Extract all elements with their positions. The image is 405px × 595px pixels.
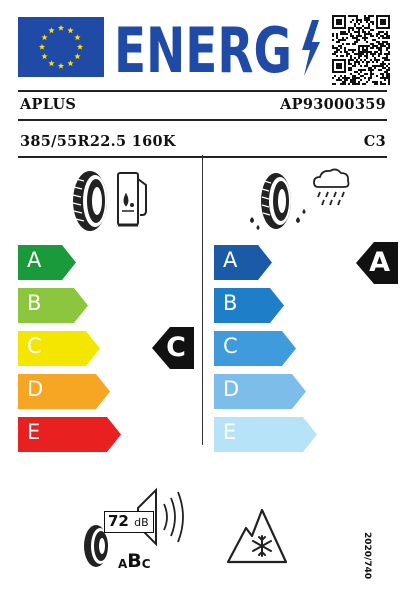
fuel-efficiency-scale-label-c: C [27, 334, 42, 358]
noise-class-c: C [141, 557, 151, 571]
fuel-efficiency-scale-bar-e [18, 417, 121, 452]
tyre-class: C3 [363, 133, 386, 150]
wet-grip-scale-bar-c [214, 331, 296, 366]
wet-grip-scale-bar-b [214, 288, 284, 323]
wet-grip-scale-bar-e [214, 417, 317, 452]
three-peak-mountain-snowflake-icon [226, 506, 288, 564]
vertical-divider [202, 155, 203, 445]
wet-grip-scale-label-a: A [223, 248, 238, 272]
rain-cloud-icon [314, 169, 349, 205]
fuel-efficiency-scale-label-d: D [27, 377, 44, 401]
header-rule [18, 90, 387, 92]
energy-word: ENERG [114, 14, 292, 87]
wet-grip-icon [246, 165, 356, 235]
noise-value: 72 [108, 512, 129, 530]
fuel-efficiency-icon [62, 165, 158, 235]
fuel-efficiency-scale-bar-a [18, 245, 76, 280]
wet-grip-scale-bar-d [214, 374, 306, 409]
fuel-efficiency-scale-label-b: B [27, 291, 42, 315]
fuel-efficiency-scale-bar-b [18, 288, 88, 323]
energy-logo [112, 14, 324, 87]
noise-class-a: A [118, 557, 128, 571]
wet-grip-scale-label-b: B [223, 291, 238, 315]
model-identifier: AP93000359 [280, 96, 386, 113]
noise-unit: dB [134, 516, 149, 529]
regulation-number: 2020/740 [362, 532, 372, 580]
tyre-icon [250, 173, 306, 230]
eu-flag-icon [18, 17, 104, 77]
tyre-icon [73, 171, 107, 231]
noise-class [118, 550, 151, 572]
fuel-efficiency-rating-label: C [166, 332, 186, 363]
fuel-efficiency-scale-label-a: A [27, 248, 42, 272]
supplier-rule [18, 119, 387, 121]
lightning-icon [302, 20, 320, 76]
fuel-efficiency-scale-bar-d [18, 374, 110, 409]
noise-class-b: B [127, 550, 142, 572]
fuel-efficiency-scale-bar-c [18, 331, 100, 366]
wet-grip-scale-label-d: D [223, 377, 240, 401]
fuel-efficiency-scale-label-e: E [27, 420, 41, 444]
wet-grip-rating-label: A [369, 247, 390, 278]
fuel-efficiency-rating [152, 327, 194, 369]
fuel-pump-icon [118, 173, 146, 225]
sound-waves-icon [164, 492, 183, 542]
wet-grip-scale-bar-a [214, 245, 272, 280]
tyre-size: 385/55R22.5 160K [20, 133, 176, 150]
wet-grip-scale-label-e: E [223, 420, 237, 444]
wet-grip-scale-label-c: C [223, 334, 238, 358]
noise-value-box [104, 511, 154, 533]
wet-grip-rating [356, 242, 398, 284]
qr-code-icon [332, 15, 390, 85]
supplier-name: APLUS [20, 96, 77, 113]
